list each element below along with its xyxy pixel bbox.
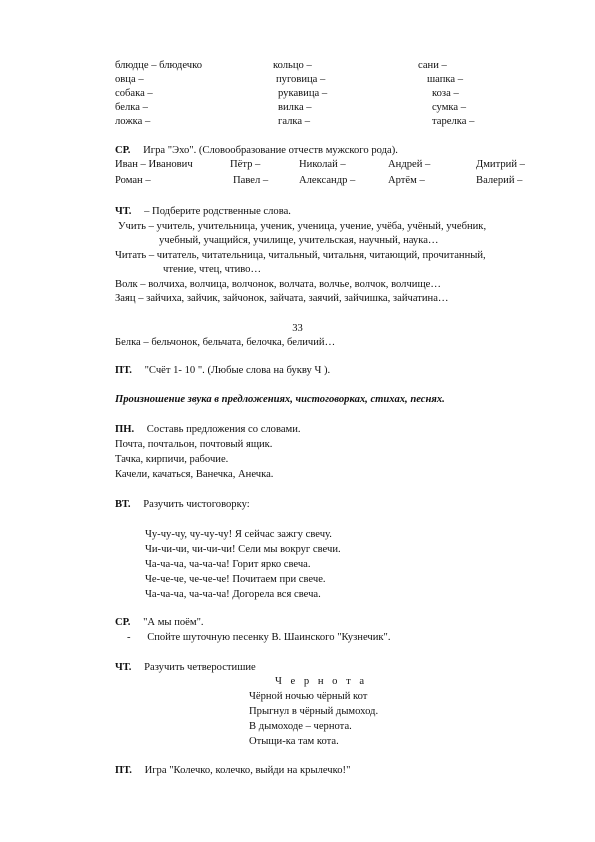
table-cell: собака – [115,88,153,99]
name-cell: Николай – [299,159,346,170]
section-tag: ВТ. [115,499,131,510]
pt2-heading [115,763,350,778]
text-line: Чи-чи-чи, чи-чи-чи! Сели мы вокруг свечи. [145,544,341,555]
section-text: Разучить четверостишие [144,662,256,673]
section-tag: ЧТ. [115,662,132,673]
vt-heading [115,497,250,512]
text-line: Ча-ча-ча, ча-ча-ча! Догорела вся свеча. [145,589,321,600]
table-cell: коза – [432,88,459,99]
table-cell: блюдце – блюдечко [115,60,202,71]
cht1-heading [115,204,291,219]
section-text: Разучить чистоговорку: [143,499,250,510]
section-tag: ПТ. [115,365,132,376]
name-cell: Александр – [299,175,356,186]
text-line: Белка – бельчонок, бельчата, белочка, беличий… [115,337,336,348]
text-line: Чу-чу-чу, чу-чу-чу! Я сейчас зажгу свечу. [145,529,332,540]
name-cell: Валерий – [476,175,523,186]
bullet-dash: - [127,632,131,643]
pn-heading [115,422,301,437]
table-cell: овца – [115,74,144,85]
page-number: 33 [292,323,303,334]
table-cell: вилка – [278,102,312,113]
section-tag: ПН. [115,424,135,435]
name-cell: Павел – [233,175,269,186]
table-cell: сани – [418,60,447,71]
name-cell: Артём – [388,175,425,186]
table-cell: сумка – [432,102,467,113]
section-text: Игра "Колечко, колечко, выйди на крылечко!" [144,765,351,776]
text-line: Заяц – зайчиха, зайчик, зайчонок, зайчата, заячий, зайчишка, зайчатина… [115,293,449,304]
text-line: Ча-ча-ча, ча-ча-ча! Горит ярко свеча. [145,559,311,570]
name-cell: Иван – Иванович [115,159,193,170]
text-line: учебный, учащийся, училище, учительская, научный, наука… [159,235,439,246]
table-cell: кольцо – [273,60,312,71]
cht2-heading [115,660,256,675]
bullet-text: Спойте шуточную песенку В. Шаинского "Кузнечик". [147,632,391,643]
section-tag: СР. [115,617,131,628]
name-cell: Дмитрий – [476,159,525,170]
sr2-heading [115,615,204,630]
section-text: Игра "Эхо". (Словообразование отчеств мужского рода). [143,145,398,156]
bullet-line [127,630,391,645]
section-text: – Подберите родственные слова. [144,206,291,217]
table-cell: ложка – [115,116,151,127]
poem-line: Отыщи-ка там кота. [249,736,339,747]
name-cell: Пётр – [230,159,261,170]
text-line: Учить – учитель, учительница, ученик, ученица, учение, учёба, учёный, учебник, [118,221,487,232]
text-line: Тачка, кирпичи, рабочие. [115,454,229,465]
table-cell: галка – [278,116,311,127]
pt1-heading [115,363,330,378]
table-cell: шапка – [427,74,464,85]
poem-title: Ч е р н о т а [275,676,368,687]
name-cell: Андрей – [388,159,431,170]
poem-line: Чёрной ночью чёрный кот [249,691,368,702]
section-tag: ПТ. [115,765,132,776]
section-text: Составь предложения со словами. [146,424,301,435]
section-tag: ЧТ. [115,206,132,217]
table-cell: белка – [115,102,148,113]
name-cell: Роман – [115,175,151,186]
table-cell: рукавица – [278,88,328,99]
section-text: "А мы поём". [143,617,204,628]
text-line: Качели, качаться, Ванечка, Анечка. [115,469,274,480]
table-cell: тарелка – [432,116,475,127]
text-line: Почта, почтальон, почтовый ящик. [115,439,273,450]
section-text: "Счёт 1- 10 ". (Любые слова на букву Ч ). [144,365,331,376]
table-cell: пуговица – [276,74,326,85]
section-tag: СР. [115,145,131,156]
text-line: Читать – читатель, читательница, читальный, читальня, читающий, прочитанный, [115,250,486,261]
text-line: Че-че-че, че-че-че! Почитаем при свече. [145,574,326,585]
poem-line: Прыгнул в чёрный дымоход. [249,706,379,717]
sr1-heading [115,143,398,158]
poem-line: В дымоходе – чернота. [249,721,352,732]
text-line: Волк – волчиха, волчица, волчонок, волчата, волчье, волчок, волчище… [115,279,441,290]
text-line: чтение, чтец, чтиво… [163,264,262,275]
section-heading: Произношение звука в предложениях, чистоговорках, стихах, песнях. [115,394,445,405]
